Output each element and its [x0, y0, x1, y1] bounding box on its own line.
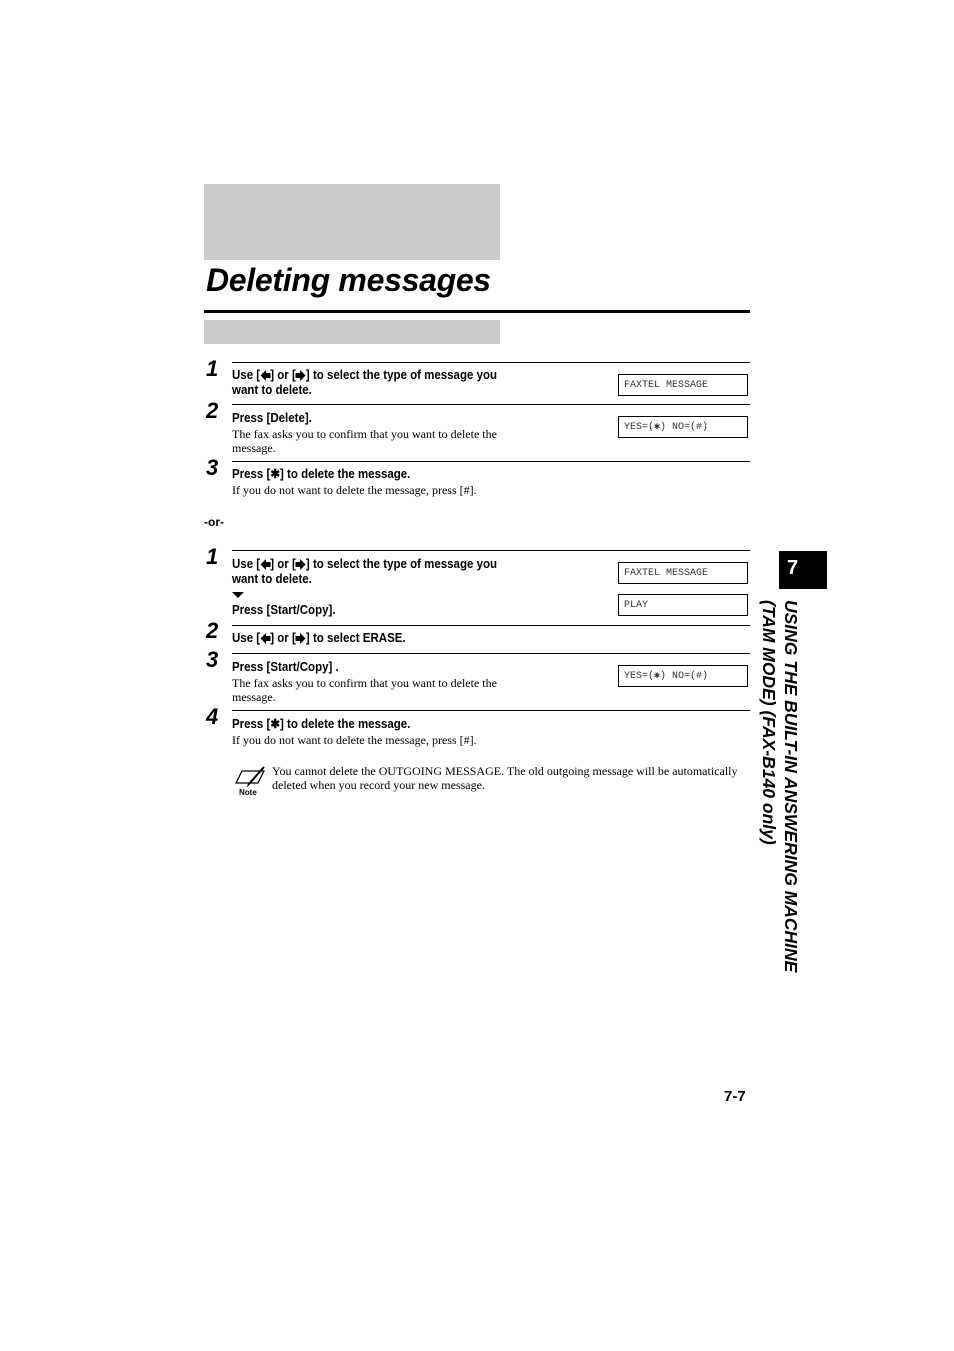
title-rule — [204, 310, 750, 313]
down-arrow-icon — [232, 592, 244, 598]
chapter-title-vertical — [752, 600, 802, 1040]
step-number: 3 — [206, 455, 219, 480]
step-description: The fax asks you to confirm that you want to delete the message. — [232, 676, 497, 704]
step-number: 1 — [206, 356, 219, 381]
page-number: 7-7 — [724, 1088, 746, 1105]
step-description: If you do not want to delete the message, press [#]. — [232, 733, 477, 747]
step-number: 2 — [206, 398, 219, 423]
lcd-display: YES=(✱) NO=(#) — [618, 416, 748, 438]
lcd-display: FAXTEL MESSAGE — [618, 562, 748, 584]
step-instruction: Use [ ] or [ ] to select ERASE. — [232, 631, 406, 645]
step-instruction: Press [✱] to delete the message. — [232, 717, 411, 731]
lcd-display: YES=(✱) NO=(#) — [618, 665, 748, 687]
right-arrow-icon — [296, 370, 306, 381]
step-divider — [232, 404, 750, 405]
lcd-display: FAXTEL MESSAGE — [618, 374, 748, 396]
note-text: You cannot delete the OUTGOING MESSAGE. The old outgoing message will be automatically deleted when you record your new message. — [272, 764, 738, 792]
right-arrow-icon — [296, 633, 306, 644]
chapter-title-line2: (TAM MODE) (FAX-B140 only) — [759, 600, 779, 845]
left-arrow-icon — [260, 559, 270, 570]
step-instruction-line2: want to delete. — [232, 382, 312, 397]
step-sub-instruction: Press [Start/Copy]. — [232, 603, 336, 617]
page-title: Deleting messages — [206, 262, 491, 298]
header-gray-block — [204, 184, 500, 260]
chapter-tab: 7 — [779, 551, 827, 589]
chapter-title-line1: USING THE BUILT-IN ANSWERING MACHINE — [781, 600, 801, 973]
step-number: 4 — [206, 704, 219, 729]
step-number: 2 — [206, 618, 219, 643]
subheader-gray-block — [204, 320, 500, 344]
right-arrow-icon — [296, 559, 306, 570]
left-arrow-icon — [260, 633, 270, 644]
step-instruction: Press [Start/Copy] . — [232, 660, 339, 674]
step-divider — [232, 550, 750, 551]
step-instruction: Press [Delete]. — [232, 411, 312, 425]
step-instruction: Use [ ] or [ ] to select the type of message you want to delete. — [232, 368, 498, 397]
step-instruction: Use [ ] or [ ] to select the type of message you want to delete. — [232, 557, 498, 586]
step-description: If you do not want to delete the message, press [#]. — [232, 483, 477, 497]
step-description: The fax asks you to confirm that you want to delete the message. — [232, 427, 497, 455]
step-number: 1 — [206, 544, 219, 569]
step-instruction: Press [✱] to delete the message. — [232, 467, 411, 481]
step-divider — [232, 362, 750, 363]
step-divider — [232, 625, 750, 626]
step-instruction-line2: want to delete. — [232, 571, 312, 586]
step-divider — [232, 710, 750, 711]
step-divider — [232, 653, 750, 654]
lcd-display: PLAY — [618, 594, 748, 616]
step-number: 3 — [206, 647, 219, 672]
note-label: Note — [239, 788, 257, 797]
or-separator: -or- — [204, 515, 224, 529]
left-arrow-icon — [260, 370, 270, 381]
step-divider — [232, 461, 750, 462]
